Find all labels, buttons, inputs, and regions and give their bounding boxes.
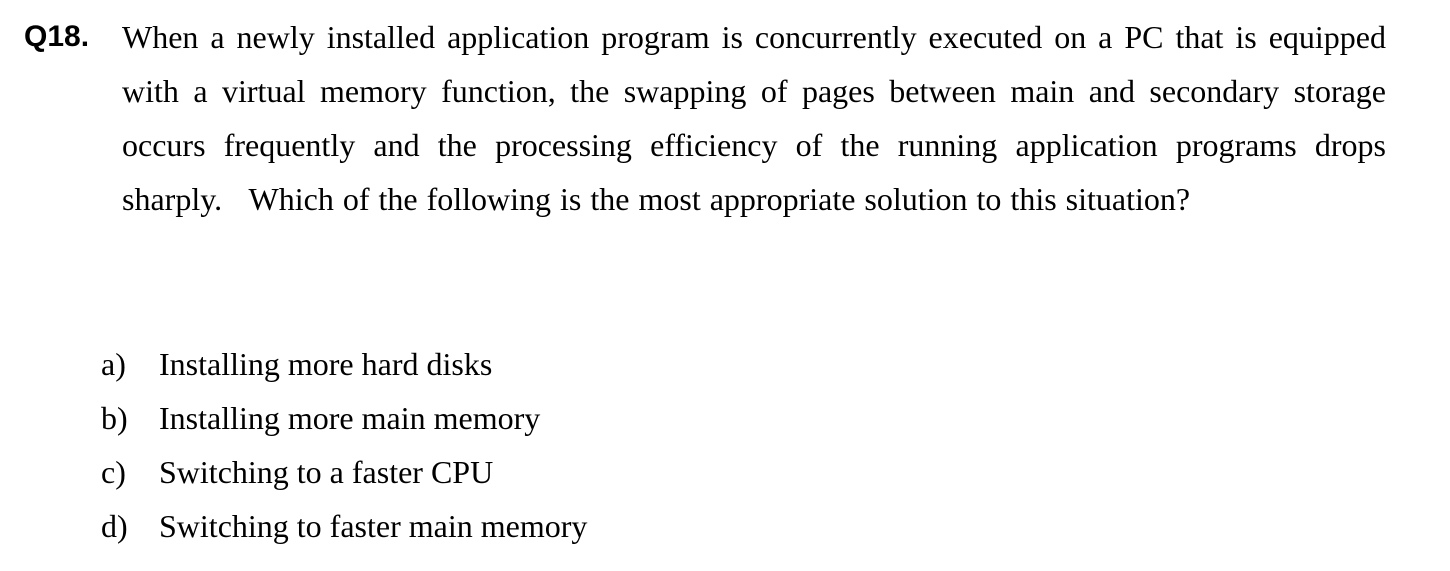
option-d [101,499,587,553]
option-text: Installing more hard disks [159,346,493,382]
option-b [101,391,587,445]
question-text: When a newly installed application program is concurrently executed on a PC that is equipped with a virtual memory function, the swapping of pages between main and secondary storage occurs frequently and the processing efficiency of the running application programs drops sharply. Which of the following is the most appropriate solution to this situation? [122,19,1386,217]
option-text: Switching to faster main memory [159,508,588,544]
option-text: Switching to a faster CPU [159,454,494,490]
option-letter: a) [101,346,126,382]
option-a [101,337,587,391]
answer-options [101,337,587,553]
option-text: Installing more main memory [159,400,541,436]
question-number: Q18. [24,20,90,53]
option-letter: b) [101,400,128,436]
option-letter: d) [101,508,128,544]
option-c [101,445,587,499]
option-letter: c) [101,454,126,490]
question-block [24,10,1386,226]
